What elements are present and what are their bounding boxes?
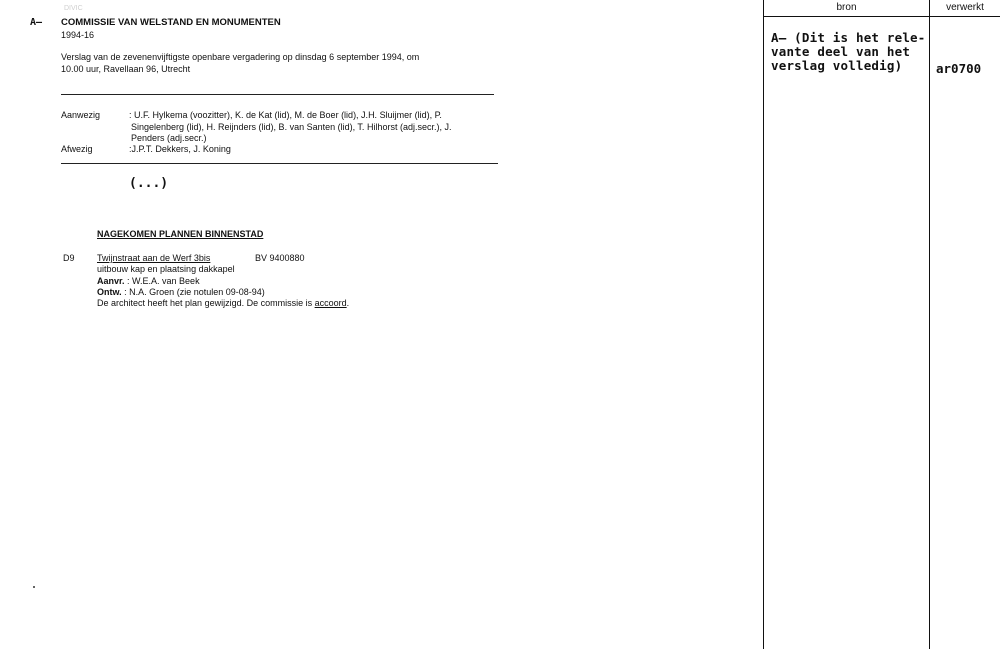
item-conclusion (97, 298, 349, 308)
item-permit: BV 9400880 (255, 253, 305, 263)
stray-dot (33, 586, 35, 588)
conclusion-suffix: . (346, 298, 350, 308)
column-header-bron: bron (836, 2, 857, 13)
section-heading: NAGEKOMEN PLANNEN BINNENSTAD (97, 229, 264, 239)
item-address: Twijnstraat aan de Werf 3bis (97, 253, 211, 263)
item-description: uitbouw kap en plaatsing dakkapel (97, 264, 235, 274)
divider-bottom (61, 163, 498, 164)
document-title: COMMISSIE VAN WELSTAND EN MONUMENTEN (61, 17, 281, 28)
applicant-label: Aanvr. (97, 276, 125, 286)
present-line-2: Singelenberg (lid), H. Reijnders (lid), B. van Santen (lid), T. Hilhorst (adj.secr.), J. (131, 122, 452, 132)
ellipsis-marker: (...) (129, 176, 169, 191)
bron-left-border (763, 0, 764, 649)
column-separator (929, 0, 930, 649)
header-rule (763, 16, 1000, 17)
present-line-1: : U.F. Hylkema (voozitter), K. de Kat (lid), M. de Boer (lid), J.H. Sluijmer (lid), P. (129, 110, 442, 120)
column-header-verwerkt: verwerkt (946, 2, 984, 13)
verwerkt-reference: ar0700 (936, 61, 982, 76)
item-designer (97, 287, 265, 297)
conclusion-word: accoord (314, 298, 347, 308)
bron-note-line-3: verslag volledig) (771, 58, 903, 73)
conclusion-prefix: De architect heeft het plan gewijzigd. De commissie is (97, 298, 315, 308)
absent-label: Afwezig (61, 144, 93, 154)
divider-top (61, 94, 494, 95)
intro-line-1: Verslag van de zevenenvijftigste openbare vergadering op dinsdag 6 september 1994, om (61, 52, 420, 62)
bron-note-line-2: vante deel van het (771, 44, 911, 59)
absent-value: :J.P.T. Dekkers, J. Koning (129, 144, 231, 154)
bron-note (771, 31, 926, 73)
item-code: D9 (63, 253, 75, 263)
year-range: 1994-16 (61, 30, 95, 40)
intro-line-2: 10.00 uur, Ravellaan 96, Utrecht (61, 64, 191, 74)
bron-note-line-1: A— (Dit is het rele- (771, 30, 926, 45)
present-line-3: Penders (adj.secr.) (131, 133, 207, 143)
faint-stamp: DIVIC (64, 5, 83, 12)
item-applicant (97, 276, 200, 286)
present-label: Aanwezig (61, 110, 101, 120)
margin-marker: A— (30, 17, 43, 28)
designer-value: : N.A. Groen (zie notulen 09-08-94) (121, 287, 265, 297)
applicant-value: : W.E.A. van Beek (127, 276, 200, 286)
designer-label: Ontw. (97, 287, 122, 297)
